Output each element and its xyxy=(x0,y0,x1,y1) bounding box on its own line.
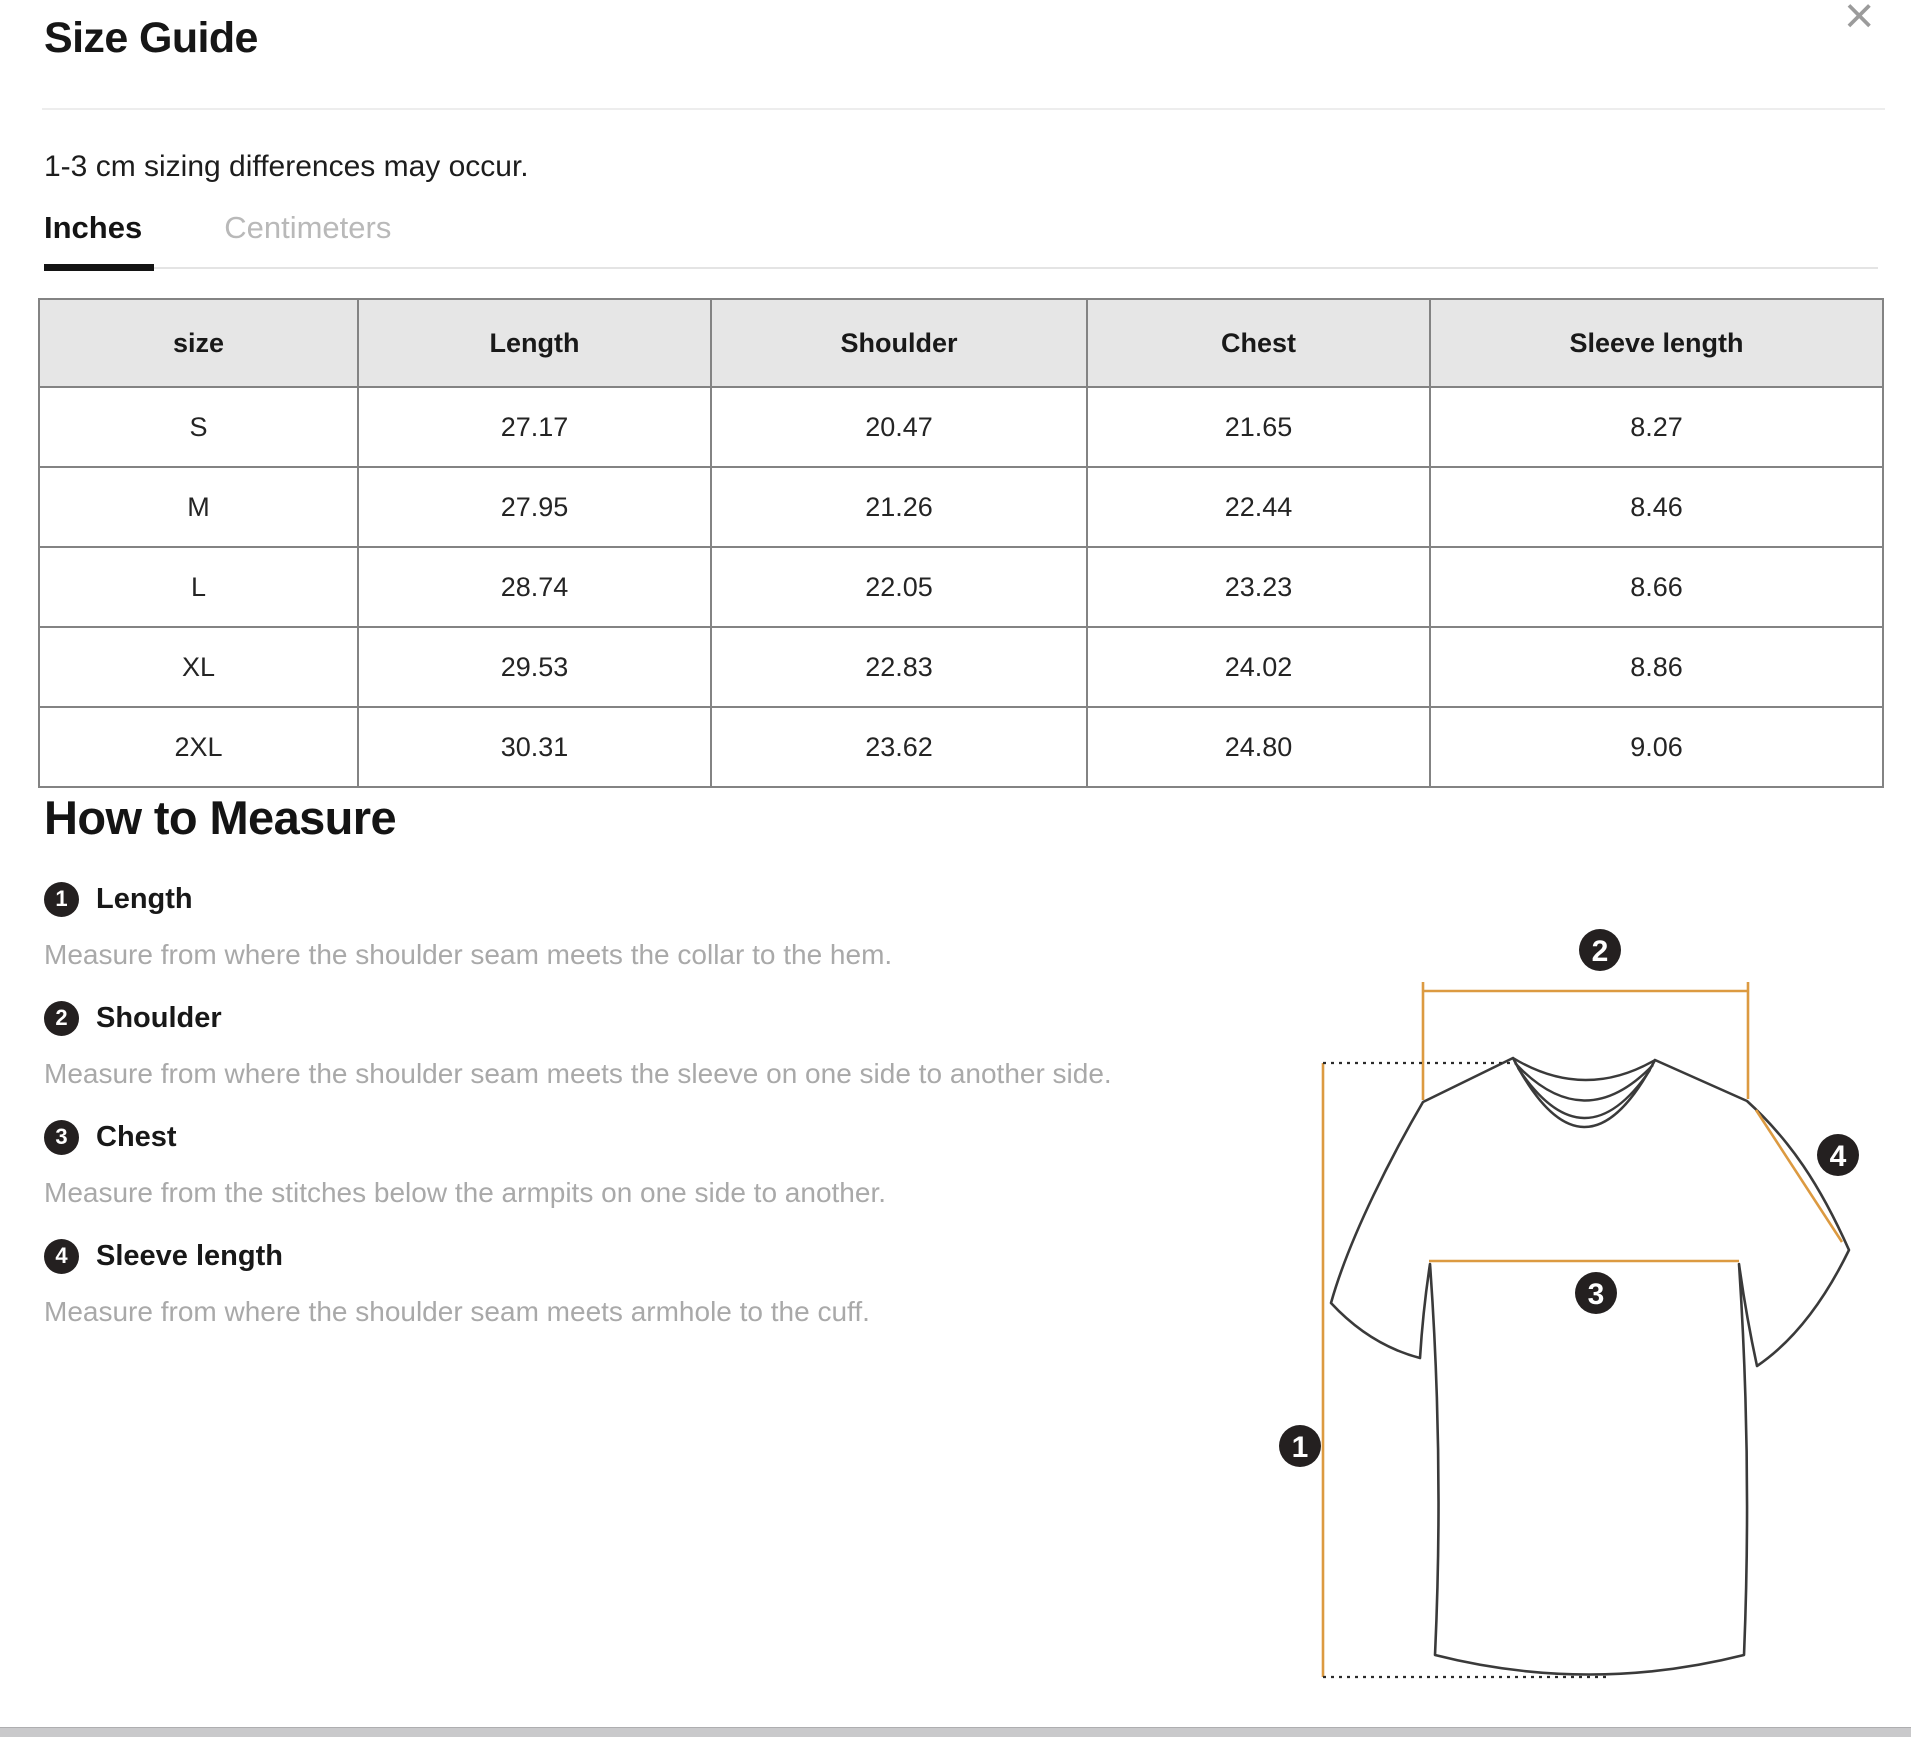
cell-chest: 24.02 xyxy=(1087,627,1430,707)
horizontal-scrollbar-track[interactable] xyxy=(0,1727,1911,1737)
cell-chest: 22.44 xyxy=(1087,467,1430,547)
cell-chest: 21.65 xyxy=(1087,387,1430,467)
list-item xyxy=(44,1238,1194,1328)
how-to-measure-title: How to Measure xyxy=(44,791,396,844)
cell-sleeve: 8.46 xyxy=(1430,467,1883,547)
list-item xyxy=(44,881,1194,971)
tshirt-outline xyxy=(1331,1058,1849,1675)
cell-sleeve: 8.86 xyxy=(1430,627,1883,707)
step-4-description: Measure from where the shoulder seam meets armhole to the cuff. xyxy=(44,1296,870,1327)
column-header-chest: Chest xyxy=(1087,299,1430,387)
collar-line-back xyxy=(1513,1058,1655,1080)
table-row xyxy=(39,467,1883,547)
step-4-badge: 4 xyxy=(44,1239,79,1274)
tshirt-measure-diagram xyxy=(1260,910,1911,1710)
cell-chest: 23.23 xyxy=(1087,547,1430,627)
step-3-badge: 3 xyxy=(44,1120,79,1155)
column-header-size: size xyxy=(39,299,358,387)
close-icon[interactable]: × xyxy=(1844,0,1875,45)
cell-chest: 24.80 xyxy=(1087,707,1430,787)
list-item xyxy=(44,1119,1194,1209)
diagram-badge-4-number: 4 xyxy=(1829,1140,1847,1173)
cell-length: 27.17 xyxy=(358,387,711,467)
step-1-label: Length xyxy=(96,882,193,915)
table-row xyxy=(39,707,1883,787)
diagram-badge-2-number: 2 xyxy=(1591,935,1609,968)
tab-inches[interactable]: Inches xyxy=(44,210,143,245)
cell-length: 27.95 xyxy=(358,467,711,547)
step-2-badge: 2 xyxy=(44,1001,79,1036)
step-2-description: Measure from where the shoulder seam meets the sleeve on one side to another side. xyxy=(44,1058,1112,1089)
column-header-sleeve-length: Sleeve length xyxy=(1430,299,1883,387)
diagram-badge-3-number: 3 xyxy=(1587,1278,1605,1311)
tab-rule xyxy=(44,267,1878,269)
unit-tabs xyxy=(44,210,391,246)
step-3-description: Measure from the stitches below the armpits on one side to another. xyxy=(44,1177,887,1208)
cell-sleeve: 8.27 xyxy=(1430,387,1883,467)
cell-shoulder: 22.05 xyxy=(711,547,1087,627)
cell-size: L xyxy=(39,547,358,627)
step-4-label: Sleeve length xyxy=(96,1239,283,1272)
cell-size: S xyxy=(39,387,358,467)
cell-sleeve: 8.66 xyxy=(1430,547,1883,627)
header-divider xyxy=(42,108,1885,110)
step-2-label: Shoulder xyxy=(96,1001,222,1034)
cell-size: M xyxy=(39,467,358,547)
list-item xyxy=(44,1000,1194,1090)
cell-shoulder: 22.83 xyxy=(711,627,1087,707)
table-row xyxy=(39,627,1883,707)
active-tab-underline xyxy=(44,264,154,271)
step-1-badge: 1 xyxy=(44,882,79,917)
size-table xyxy=(38,298,1884,788)
step-3-label: Chest xyxy=(96,1120,177,1153)
measure-list xyxy=(44,881,1194,1357)
cell-shoulder: 23.62 xyxy=(711,707,1087,787)
cell-size: XL xyxy=(39,627,358,707)
table-header-row xyxy=(39,299,1883,387)
column-header-shoulder: Shoulder xyxy=(711,299,1087,387)
cell-length: 29.53 xyxy=(358,627,711,707)
cell-size: 2XL xyxy=(39,707,358,787)
cell-sleeve: 9.06 xyxy=(1430,707,1883,787)
cell-length: 30.31 xyxy=(358,707,711,787)
step-1-description: Measure from where the shoulder seam meets the collar to the hem. xyxy=(44,939,893,970)
cell-length: 28.74 xyxy=(358,547,711,627)
tab-centimeters[interactable]: Centimeters xyxy=(224,210,392,245)
table-row xyxy=(39,547,1883,627)
cell-shoulder: 20.47 xyxy=(711,387,1087,467)
column-header-length: Length xyxy=(358,299,711,387)
table-row xyxy=(39,387,1883,467)
cell-shoulder: 21.26 xyxy=(711,467,1087,547)
sizing-note: 1-3 cm sizing differences may occur. xyxy=(44,150,529,183)
diagram-badge-1-number: 1 xyxy=(1291,1431,1309,1464)
page-title: Size Guide xyxy=(44,14,258,62)
